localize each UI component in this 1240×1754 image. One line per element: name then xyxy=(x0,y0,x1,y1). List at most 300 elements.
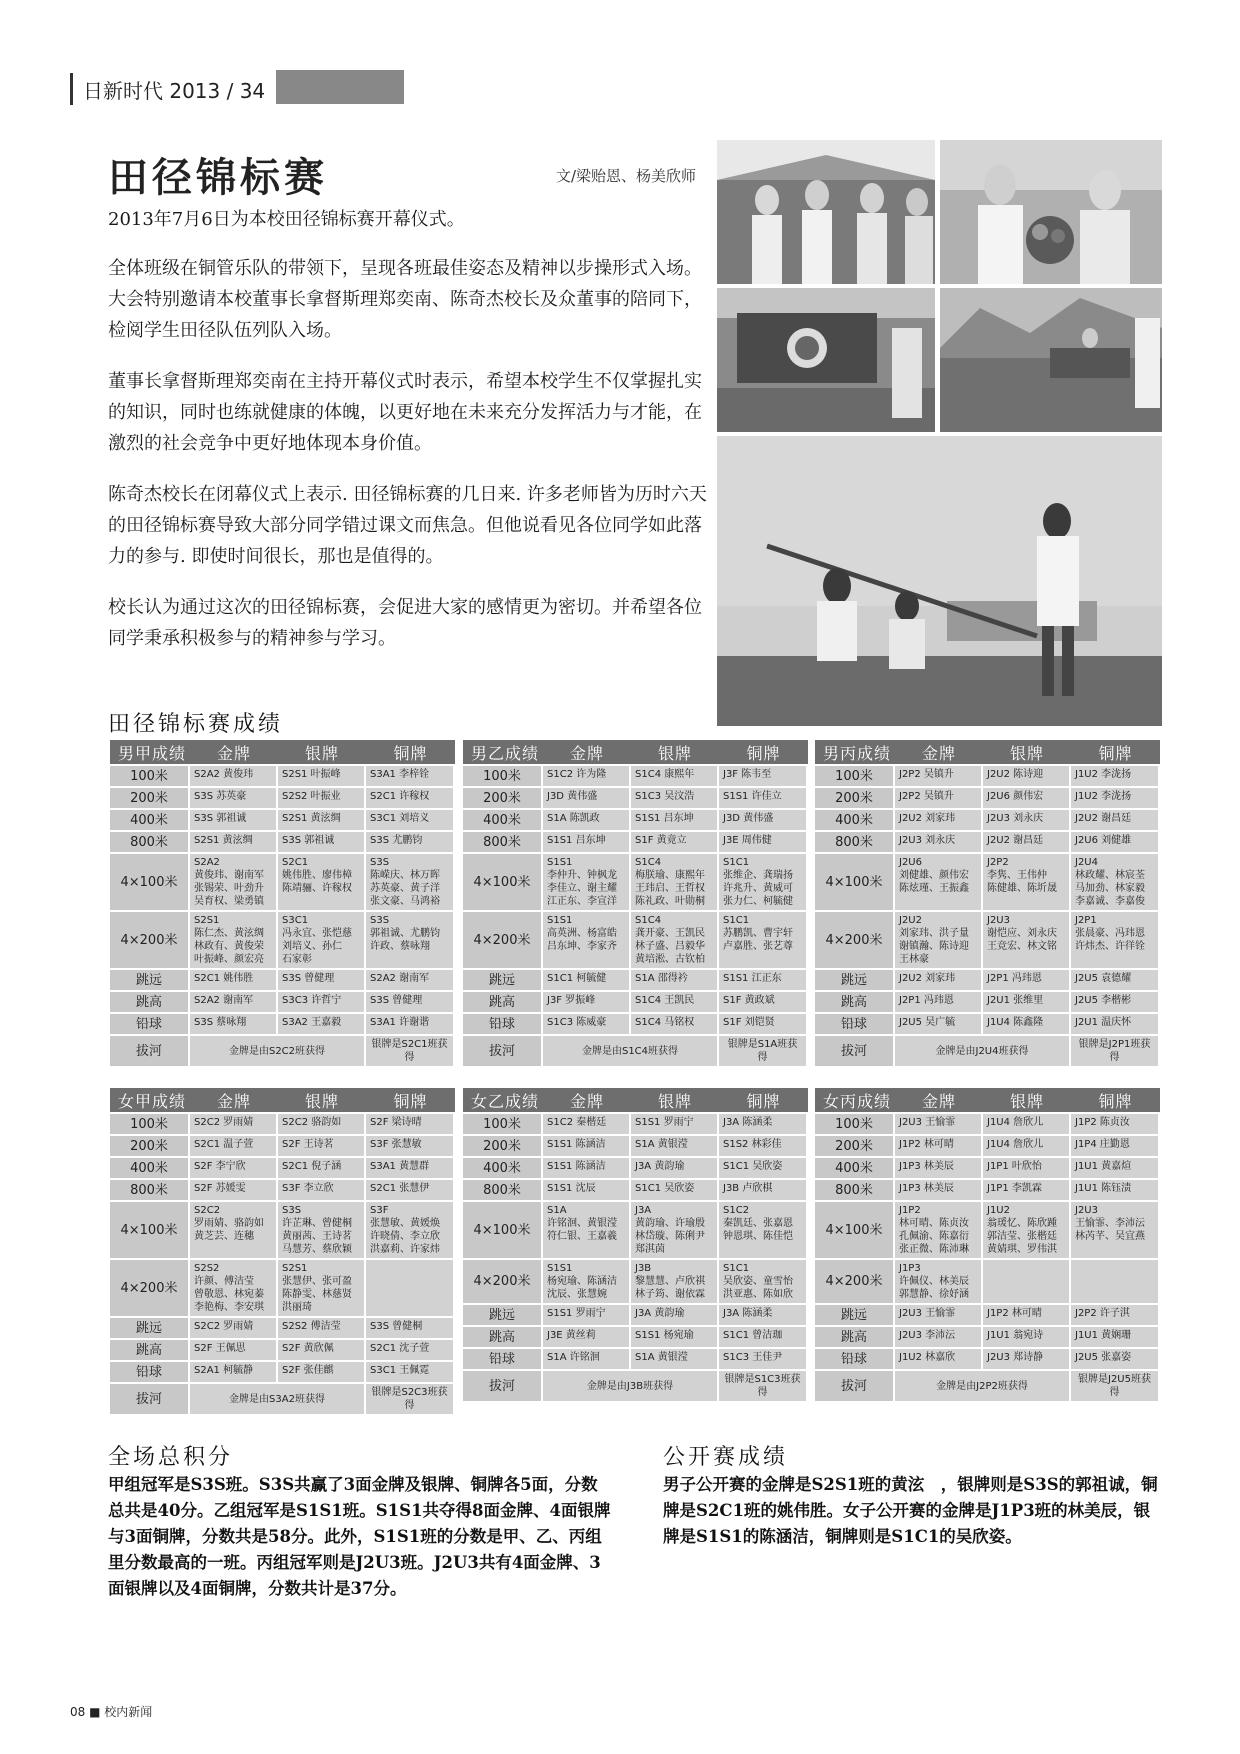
event-name: 4×200米 xyxy=(110,1260,190,1316)
medal-winner xyxy=(983,1260,1071,1303)
medal-winner: J1U4 陈鑫隆 xyxy=(983,1014,1071,1034)
tug-of-war-silver: 银牌是S1C3班获得 xyxy=(719,1371,808,1401)
medal-winner: J2U2 谢昌廷 xyxy=(1071,810,1160,830)
medal-winner: J1U1 黄娴珊 xyxy=(1071,1327,1160,1347)
table-row xyxy=(463,1136,808,1156)
medal-winner: S1S1 陈涵洁 xyxy=(543,1136,631,1156)
table-row xyxy=(110,992,455,1012)
event-name: 跳远 xyxy=(815,970,895,990)
table-row xyxy=(463,1305,808,1325)
table-group-name: 男乙成绩 xyxy=(463,740,543,764)
table-row xyxy=(110,1036,455,1066)
event-name: 4×100米 xyxy=(463,854,543,910)
event-name: 铅球 xyxy=(110,1362,190,1382)
table-row xyxy=(815,1136,1160,1156)
medal-winner: S1C3 陈威豪 xyxy=(543,1014,631,1034)
table-row xyxy=(110,1014,455,1034)
article-paragraph-4: 陈奇杰校长在闭幕仪式上表示. 田径锦标赛的几日来. 许多老师皆为历时六天的田径锦标赛导致大部分同学错过课文而焦急。但他说看见各位同学如此落力的参与. 即使时间很长，那也是值得的。 xyxy=(108,484,707,567)
event-name: 拔河 xyxy=(463,1036,543,1066)
results-table xyxy=(110,1086,455,1416)
medal-winner: S3S 曾健桐 xyxy=(366,1318,455,1338)
photo-flag-parade xyxy=(717,288,935,432)
table-row xyxy=(815,1327,1160,1347)
medal-winner: J1U2 李泷扬 xyxy=(1071,766,1160,786)
table-row xyxy=(463,832,808,852)
table-row xyxy=(110,912,455,968)
medal-winner: S3S 尤鹏钧 xyxy=(366,832,455,852)
total-score-title: 全场总积分 xyxy=(108,1445,234,1470)
medal-winner: S1S1 许佳立 xyxy=(719,788,808,808)
table-row xyxy=(815,1202,1160,1258)
header-text: 日新时代 2013 / 34 xyxy=(83,78,266,103)
medal-column-header: 金牌 xyxy=(190,1088,278,1112)
article-paragraph-5: 校长认为通过这次的田径锦标赛，会促进大家的感情更为密切。并希望各位同学秉承积极参与的精神参与学习。 xyxy=(108,597,702,649)
event-name: 拔河 xyxy=(815,1371,895,1401)
medal-winner: J2U6 刘健雄、颜伟宏 陈炫瑾、王振鑫 xyxy=(895,854,983,910)
medal-winner: S1C4 马铭权 xyxy=(631,1014,719,1034)
medal-winner: J2P1 张晨豪、冯玮恩 许炜杰、许徉铨 xyxy=(1071,912,1160,968)
table-row xyxy=(110,810,455,830)
medal-winner: J2U6 颜伟宏 xyxy=(983,788,1071,808)
event-name: 跳远 xyxy=(110,970,190,990)
photo-field-parade xyxy=(940,288,1162,432)
photo-flower-presentation xyxy=(940,140,1162,284)
article-author: 文/梁贻恩、杨美欣师 xyxy=(556,167,697,185)
medal-winner: J2U2 谢昌廷 xyxy=(983,832,1071,852)
results-table xyxy=(463,1086,808,1403)
table-row xyxy=(815,1180,1160,1200)
medal-winner: S2S1 叶振峰 xyxy=(278,766,366,786)
medal-column-header: 金牌 xyxy=(190,740,278,764)
results-table xyxy=(110,738,455,1068)
medal-winner: J1P1 李凯霖 xyxy=(983,1180,1071,1200)
tug-of-war-gold: 金牌是由J3B班获得 xyxy=(543,1371,719,1401)
medal-winner: J2P2 吴镇升 xyxy=(895,766,983,786)
tug-of-war-gold: 金牌是由S3A2班获得 xyxy=(190,1384,366,1414)
medal-winner: S3S 曾健理 xyxy=(278,970,366,990)
table-group-name: 女乙成绩 xyxy=(463,1088,543,1112)
table-row xyxy=(463,766,808,786)
medal-column-header: 银牌 xyxy=(631,740,719,764)
event-name: 跳高 xyxy=(110,1340,190,1360)
event-name: 800米 xyxy=(815,1180,895,1200)
table-row xyxy=(463,788,808,808)
medal-winner: J1U2 李泷扬 xyxy=(1071,788,1160,808)
medal-winner: J3D 黄伟盛 xyxy=(719,810,808,830)
tug-of-war-gold: 金牌是由J2U4班获得 xyxy=(895,1036,1071,1066)
medal-winner: S1C3 吴汶浩 xyxy=(631,788,719,808)
medal-winner: J3A 陈涵柔 xyxy=(719,1305,808,1325)
event-name: 跳高 xyxy=(815,992,895,1012)
medal-winner: S1A 陈凯政 xyxy=(543,810,631,830)
medal-winner: J3F 罗振峰 xyxy=(543,992,631,1012)
table-row xyxy=(110,832,455,852)
medal-winner: J2P2 吴镇升 xyxy=(895,788,983,808)
table-row xyxy=(463,1327,808,1347)
medal-winner: S2C2 罗雨婧、骆韵如 黄芝芸、连穗 xyxy=(190,1202,278,1258)
medal-winner: S2C1 沈子萱 xyxy=(366,1340,455,1360)
medal-winner: J2U1 张维里 xyxy=(983,992,1071,1012)
event-name: 100米 xyxy=(110,766,190,786)
medal-winner: S2F 张佳麒 xyxy=(278,1362,366,1382)
medal-column-header: 金牌 xyxy=(895,1088,983,1112)
event-name: 铅球 xyxy=(463,1349,543,1369)
medal-winner: S3C3 许哲宁 xyxy=(278,992,366,1012)
medal-winner: S2C2 罗雨婧 xyxy=(190,1318,278,1338)
event-name: 100米 xyxy=(815,1114,895,1134)
medal-winner xyxy=(366,1260,455,1316)
event-name: 4×200米 xyxy=(110,912,190,968)
table-row xyxy=(110,1180,455,1200)
medal-winner: S3S 郭祖诚 xyxy=(278,832,366,852)
table-row xyxy=(815,788,1160,808)
table-row xyxy=(815,912,1160,968)
event-name: 200米 xyxy=(110,1136,190,1156)
table-row xyxy=(110,1318,455,1338)
medal-winner: S1C2 秦凯廷、张嘉恩 钟恩琪、陈佳恺 xyxy=(719,1202,808,1258)
medal-winner: S2A1 柯毓静 xyxy=(190,1362,278,1382)
medal-winner: S3C1 刘培义 xyxy=(366,810,455,830)
table-row xyxy=(110,854,455,910)
tug-of-war-silver: 银牌是S2C1班获得 xyxy=(366,1036,455,1066)
tug-of-war-gold: 金牌是由S2C2班获得 xyxy=(190,1036,366,1066)
event-name: 100米 xyxy=(815,766,895,786)
medal-winner: J2P1 冯玮恩 xyxy=(983,970,1071,990)
medal-winner: S1A 黄银滢 xyxy=(631,1349,719,1369)
event-name: 400米 xyxy=(463,810,543,830)
medal-column-header: 银牌 xyxy=(983,1088,1071,1112)
medal-column-header: 银牌 xyxy=(983,740,1071,764)
event-name: 800米 xyxy=(463,832,543,852)
photo-dignitaries xyxy=(717,140,935,284)
table-row xyxy=(110,1202,455,1258)
table-row xyxy=(463,1371,808,1401)
medal-winner: S1S1 罗雨宁 xyxy=(631,1114,719,1134)
event-name: 跳高 xyxy=(815,1327,895,1347)
event-name: 800米 xyxy=(463,1180,543,1200)
medal-winner: S1S1 江正东 xyxy=(719,970,808,990)
article-paragraph-3: 董事长拿督斯理郑奕南在主持开幕仪式时表示，希望本校学生不仅掌握扎实的知识，同时也练就健康的体魄，以更好地在未来充分发挥活力与才能，在激烈的社会竞争中更好地体现本身价值。 xyxy=(108,371,702,454)
medal-winner: S1A 许铭洄、黄银滢 符仁银、王嘉羲 xyxy=(543,1202,631,1258)
medal-winner: S2S2 许颜、傅洁莹 曾敬恩、林宛蓁 李艳梅、李安琪 xyxy=(190,1260,278,1316)
medal-winner: J2P1 冯玮恩 xyxy=(895,992,983,1012)
medal-winner: S1C1 苏鹏凯、曹宇轩 卢嘉胜、张艺尊 xyxy=(719,912,808,968)
table-row xyxy=(110,1362,455,1382)
page-footer: 08 ■ 校内新闻 xyxy=(70,1705,153,1719)
table-row xyxy=(463,854,808,910)
medal-winner: S2C1 许稼权 xyxy=(366,788,455,808)
medal-winner: S2S1 黄泫绸 xyxy=(278,810,366,830)
medal-winner: S3S 郭祖诚 xyxy=(190,810,278,830)
table-row xyxy=(463,992,808,1012)
medal-winner: J3E 周伟健 xyxy=(719,832,808,852)
medal-winner: J2U3 刘永庆 xyxy=(983,810,1071,830)
medal-winner: J1U2 林嘉欣 xyxy=(895,1349,983,1369)
medal-winner: S1S1 吕东坤 xyxy=(631,810,719,830)
medal-winner: J3B 卢欣棋 xyxy=(719,1180,808,1200)
event-name: 4×200米 xyxy=(815,1260,895,1303)
table-row xyxy=(110,970,455,990)
event-name: 100米 xyxy=(110,1114,190,1134)
medal-winner: J2U2 刘家玮 xyxy=(895,970,983,990)
event-name: 4×100米 xyxy=(815,1202,895,1258)
medal-winner: S3S 陈嵘庆、林万晖 苏英豪、黄子洋 张文豪、马鸿裕 xyxy=(366,854,455,910)
medal-winner: S1C1 吴欣姿 xyxy=(631,1180,719,1200)
medal-winner: S2C2 罗雨婧 xyxy=(190,1114,278,1134)
medal-winner: J2U3 王愉霏 xyxy=(895,1305,983,1325)
medal-column-header: 金牌 xyxy=(543,740,631,764)
medal-winner: S1C1 吴欣姿、童雪怡 洪亚惠、陈如欣 xyxy=(719,1260,808,1303)
medal-winner: S1S1 杨宛瑜、陈涵洁 沈辰、张慧婉 xyxy=(543,1260,631,1303)
table-row xyxy=(463,1180,808,1200)
medal-winner: J1P2 陈贞汝 xyxy=(1071,1114,1160,1134)
medal-winner: J2U2 刘家玮 xyxy=(895,810,983,830)
medal-column-header: 铜牌 xyxy=(719,740,808,764)
medal-column-header: 铜牌 xyxy=(1071,1088,1160,1112)
table-row xyxy=(463,810,808,830)
event-name: 200米 xyxy=(463,788,543,808)
table-row xyxy=(110,1340,455,1360)
table-group-name: 男丙成绩 xyxy=(815,740,895,764)
medal-winner: J1P3 许佩仪、林美辰 郭慧静、徐妤涵 xyxy=(895,1260,983,1303)
medal-winner: S3S 曾健理 xyxy=(366,992,455,1012)
page-header xyxy=(70,72,265,106)
total-score-text: 甲组冠军是S3S班。S3S共赢了3面金牌及银牌、铜牌各5面，分数总共是40分。乙组冠军是S1S1班。S1S1共夺得8面金牌、4面银牌与3面铜牌，分数共是58分。此外，S1S1班的分数是甲、乙、丙组里分数最高的一班。丙组冠军则是J2U3班。J2U3共有4面金牌、3面银牌以及4面铜牌，分数共计是37分。 xyxy=(108,1475,611,1598)
medal-winner: J3E 黄丝莉 xyxy=(543,1327,631,1347)
event-name: 200米 xyxy=(815,788,895,808)
medal-column-header: 金牌 xyxy=(543,1088,631,1112)
medal-winner: S1S1 高英洲、杨富皓 吕东坤、李家齐 xyxy=(543,912,631,968)
medal-winner: S1C2 许为隆 xyxy=(543,766,631,786)
event-name: 4×100米 xyxy=(110,1202,190,1258)
medal-column-header: 铜牌 xyxy=(719,1088,808,1112)
medal-winner: J1P4 庄勤恩 xyxy=(1071,1136,1160,1156)
medal-winner: J1P3 林美辰 xyxy=(895,1158,983,1178)
table-row xyxy=(815,1036,1160,1066)
medal-winner: S2C2 骆韵如 xyxy=(278,1114,366,1134)
article-paragraph-2: 全体班级在铜管乐队的带领下，呈现各班最佳姿态及精神以步操形式入场。大会特别邀请本校董事长拿督斯理郑奕南、陈奇杰校长及众董事的陪同下，检阅学生田径队伍列队入场。 xyxy=(108,258,702,341)
medal-column-header: 金牌 xyxy=(895,740,983,764)
event-name: 4×200米 xyxy=(463,1260,543,1303)
medal-winner: J2P2 李隽、王伟仲 陈健雄、陈圻晟 xyxy=(983,854,1071,910)
medal-winner: S2S1 黄泫绸 xyxy=(190,832,278,852)
medal-winner: J2U4 林政耀、林宸荃 马加劲、林家毅 李嘉诚、李嘉俊 xyxy=(1071,854,1160,910)
table-row xyxy=(463,1014,808,1034)
table-row xyxy=(463,1036,808,1066)
tug-of-war-silver: 银牌是S1A班获得 xyxy=(719,1036,808,1066)
event-name: 铅球 xyxy=(815,1014,895,1034)
open-results-text: 男子公开赛的金牌是S2S1班的黄泫 ，银牌则是S3S的郭祖诚，铜牌是S2C1班的姚伟胜。女子公开赛的金牌是J1P3班的林美辰，银牌是S1S1的陈涵洁，铜牌则是S1C1的吴欣姿。 xyxy=(663,1475,1158,1546)
medal-winner: S1S1 罗雨宁 xyxy=(543,1305,631,1325)
medal-winner: S3C1 王佩霓 xyxy=(366,1362,455,1382)
table-row xyxy=(463,1349,808,1369)
medal-winner: J1P2 林可晴 xyxy=(983,1305,1071,1325)
tug-of-war-gold: 金牌是由S1C4班获得 xyxy=(543,1036,719,1066)
medal-winner: J2U1 温庆怀 xyxy=(1071,1014,1160,1034)
medal-winner: S1C4 龚开豪、王凯民 林子盛、吕毅华 黄培淞、古钦柏 xyxy=(631,912,719,968)
medal-winner: J3F 陈韦至 xyxy=(719,766,808,786)
medal-winner: S1S2 林彩佳 xyxy=(719,1136,808,1156)
medal-winner: S1C4 王凯民 xyxy=(631,992,719,1012)
table-row xyxy=(463,1202,808,1258)
event-name: 4×100米 xyxy=(463,1202,543,1258)
table-row xyxy=(110,1384,455,1414)
tug-of-war-silver: 银牌是J2U5班获得 xyxy=(1071,1371,1160,1401)
medal-winner: J2U3 郑诗静 xyxy=(983,1349,1071,1369)
event-name: 铅球 xyxy=(815,1349,895,1369)
event-name: 跳远 xyxy=(463,970,543,990)
medal-winner: S1C1 张维企、龚瑞扬 许兆升、黄威可 张力仁、柯毓健 xyxy=(719,854,808,910)
event-name: 200米 xyxy=(815,1136,895,1156)
medal-winner: J3A 黄韵瑜 xyxy=(631,1158,719,1178)
table-group-name: 男甲成绩 xyxy=(110,740,190,764)
table-row xyxy=(110,766,455,786)
event-name: 400米 xyxy=(815,1158,895,1178)
event-name: 400米 xyxy=(110,810,190,830)
medal-winner: S3A1 李梓铨 xyxy=(366,766,455,786)
table-row xyxy=(815,1158,1160,1178)
medal-winner: S1A 黄银滢 xyxy=(631,1136,719,1156)
table-row xyxy=(815,1014,1160,1034)
event-name: 800米 xyxy=(110,1180,190,1200)
table-row xyxy=(815,970,1160,990)
medal-winner: S2C1 姚伟胜 xyxy=(190,970,278,990)
medal-winner: S2S1 张慧伊、张可盈 陈静雯、林慈贤 洪丽琦 xyxy=(278,1260,366,1316)
medal-column-header: 银牌 xyxy=(631,1088,719,1112)
table-group-name: 女丙成绩 xyxy=(815,1088,895,1112)
photo-tug-of-war xyxy=(717,436,1162,726)
medal-winner: J2P2 许子淇 xyxy=(1071,1305,1160,1325)
medal-winner: S3S 苏英豪 xyxy=(190,788,278,808)
medal-winner: J2U2 陈诗迎 xyxy=(983,766,1071,786)
medal-winner: S2S2 叶振业 xyxy=(278,788,366,808)
medal-winner: S2A2 黄俊玮 xyxy=(190,766,278,786)
table-row xyxy=(110,1114,455,1134)
event-name: 跳远 xyxy=(815,1305,895,1325)
medal-winner: S3S 蔡咏翔 xyxy=(190,1014,278,1034)
event-name: 跳高 xyxy=(463,1327,543,1347)
medal-winner: S3A1 许谢谐 xyxy=(366,1014,455,1034)
table-row xyxy=(463,912,808,968)
medal-winner: S1S1 吕东坤 xyxy=(543,832,631,852)
medal-winner: S2F 梁诗晴 xyxy=(366,1114,455,1134)
medal-winner: S1F 黄政斌 xyxy=(719,992,808,1012)
table-row xyxy=(815,854,1160,910)
medal-winner: S3A1 黄慧群 xyxy=(366,1158,455,1178)
event-name: 跳高 xyxy=(463,992,543,1012)
medal-winner: J2U3 刘永庆 xyxy=(895,832,983,852)
medal-winner: J1P3 林美辰 xyxy=(895,1180,983,1200)
medal-winner: S3A2 王嘉毅 xyxy=(278,1014,366,1034)
medal-winner: J1U4 詹欣儿 xyxy=(983,1114,1071,1134)
table-row xyxy=(815,832,1160,852)
medal-winner: J2U3 谢恺应、刘永庆 王竞宏、林文铭 xyxy=(983,912,1071,968)
event-name: 4×100米 xyxy=(110,854,190,910)
medal-winner: J3D 黄伟盛 xyxy=(543,788,631,808)
event-name: 4×200米 xyxy=(463,912,543,968)
article-paragraph-1: 2013年7月6日为本校田径锦标赛开幕仪式。 xyxy=(108,209,465,230)
medal-column-header: 铜牌 xyxy=(366,740,455,764)
table-row xyxy=(815,766,1160,786)
medal-winner: S2F 苏媛雯 xyxy=(190,1180,278,1200)
medal-winner: J2U5 袁德耀 xyxy=(1071,970,1160,990)
table-row xyxy=(815,810,1160,830)
event-name: 铅球 xyxy=(463,1014,543,1034)
results-table xyxy=(815,1086,1160,1403)
medal-winner: J1U1 黄嘉煊 xyxy=(1071,1158,1160,1178)
event-name: 200米 xyxy=(463,1136,543,1156)
medal-winner: S3S 许芷琳、曾健桐 黄丽茜、王诗茗 马慧芳、蔡欣颖 xyxy=(278,1202,366,1258)
medal-column-header: 银牌 xyxy=(278,740,366,764)
medal-winner: J3B 黎慧慧、卢欣祺 林子筠、谢依霖 xyxy=(631,1260,719,1303)
table-row xyxy=(815,1305,1160,1325)
medal-column-header: 银牌 xyxy=(278,1088,366,1112)
event-name: 400米 xyxy=(463,1158,543,1178)
open-results-title: 公开赛成绩 xyxy=(663,1445,789,1470)
medal-winner: S3F 张慧敏、黄媛焕 许晓倩、李立欣 洪嘉莉、许家炜 xyxy=(366,1202,455,1258)
table-row xyxy=(815,992,1160,1012)
header-rule xyxy=(70,73,73,105)
event-name: 400米 xyxy=(110,1158,190,1178)
table-row xyxy=(110,788,455,808)
medal-winner: S1F 刘铠贤 xyxy=(719,1014,808,1034)
medal-winner: J1P1 叶欣怡 xyxy=(983,1158,1071,1178)
table-row xyxy=(815,1114,1160,1134)
table-row xyxy=(110,1260,455,1316)
table-row xyxy=(815,1260,1160,1303)
medal-winner: S1S1 杨宛瑜 xyxy=(631,1327,719,1347)
medal-winner: J1P2 林可晴 xyxy=(895,1136,983,1156)
event-name: 800米 xyxy=(815,832,895,852)
medal-winner: S1S1 陈涵洁 xyxy=(543,1158,631,1178)
medal-column-header: 铜牌 xyxy=(1071,740,1160,764)
medal-winner: S2F 王佩思 xyxy=(190,1340,278,1360)
medal-winner: S1C4 梅朕瑜、康熙年 王玮启、王哲权 陈礼政、叶勋桐 xyxy=(631,854,719,910)
event-name: 100米 xyxy=(463,1114,543,1134)
event-name: 拔河 xyxy=(463,1371,543,1401)
medal-winner: S3F 张慧敏 xyxy=(366,1136,455,1156)
medal-winner: S1C1 柯毓健 xyxy=(543,970,631,990)
results-table xyxy=(815,738,1160,1068)
table-group-name: 女甲成绩 xyxy=(110,1088,190,1112)
medal-winner: J3A 陈涵柔 xyxy=(719,1114,808,1134)
results-title: 田径锦标赛成绩 xyxy=(108,712,284,737)
table-row xyxy=(463,1260,808,1303)
medal-winner: J1U1 翁宛诗 xyxy=(983,1327,1071,1347)
medal-winner: S2A2 谢南军 xyxy=(190,992,278,1012)
medal-winner: S2S1 陈仁杰、黄泫绸 林政有、黄俊荣 叶振峰、颜宏亮 xyxy=(190,912,278,968)
medal-winner: S1C3 王佳尹 xyxy=(719,1349,808,1369)
table-row xyxy=(815,1371,1160,1401)
medal-winner: J2U5 李楷彬 xyxy=(1071,992,1160,1012)
event-name: 铅球 xyxy=(110,1014,190,1034)
medal-winner: J2U6 刘健雄 xyxy=(1071,832,1160,852)
event-name: 100米 xyxy=(463,766,543,786)
medal-winner: S1A 许铭洄 xyxy=(543,1349,631,1369)
medal-winner: S2F 黄欣佩 xyxy=(278,1340,366,1360)
medal-winner: S2F 李宁欣 xyxy=(190,1158,278,1178)
medal-winner: S2C1 温子萱 xyxy=(190,1136,278,1156)
table-row xyxy=(110,1136,455,1156)
medal-winner: S1C2 秦楷廷 xyxy=(543,1114,631,1134)
table-row xyxy=(110,1158,455,1178)
medal-winner: S1C4 康熙年 xyxy=(631,766,719,786)
results-table xyxy=(463,738,808,1068)
medal-winner: J2U3 王愉霏 xyxy=(895,1114,983,1134)
event-name: 拔河 xyxy=(110,1384,190,1414)
medal-winner: S2A2 黄俊玮、谢南军 张锡荣、叶劲升 吴育权、梁勇镇 xyxy=(190,854,278,910)
medal-winner: J1U1 陈钰渍 xyxy=(1071,1180,1160,1200)
